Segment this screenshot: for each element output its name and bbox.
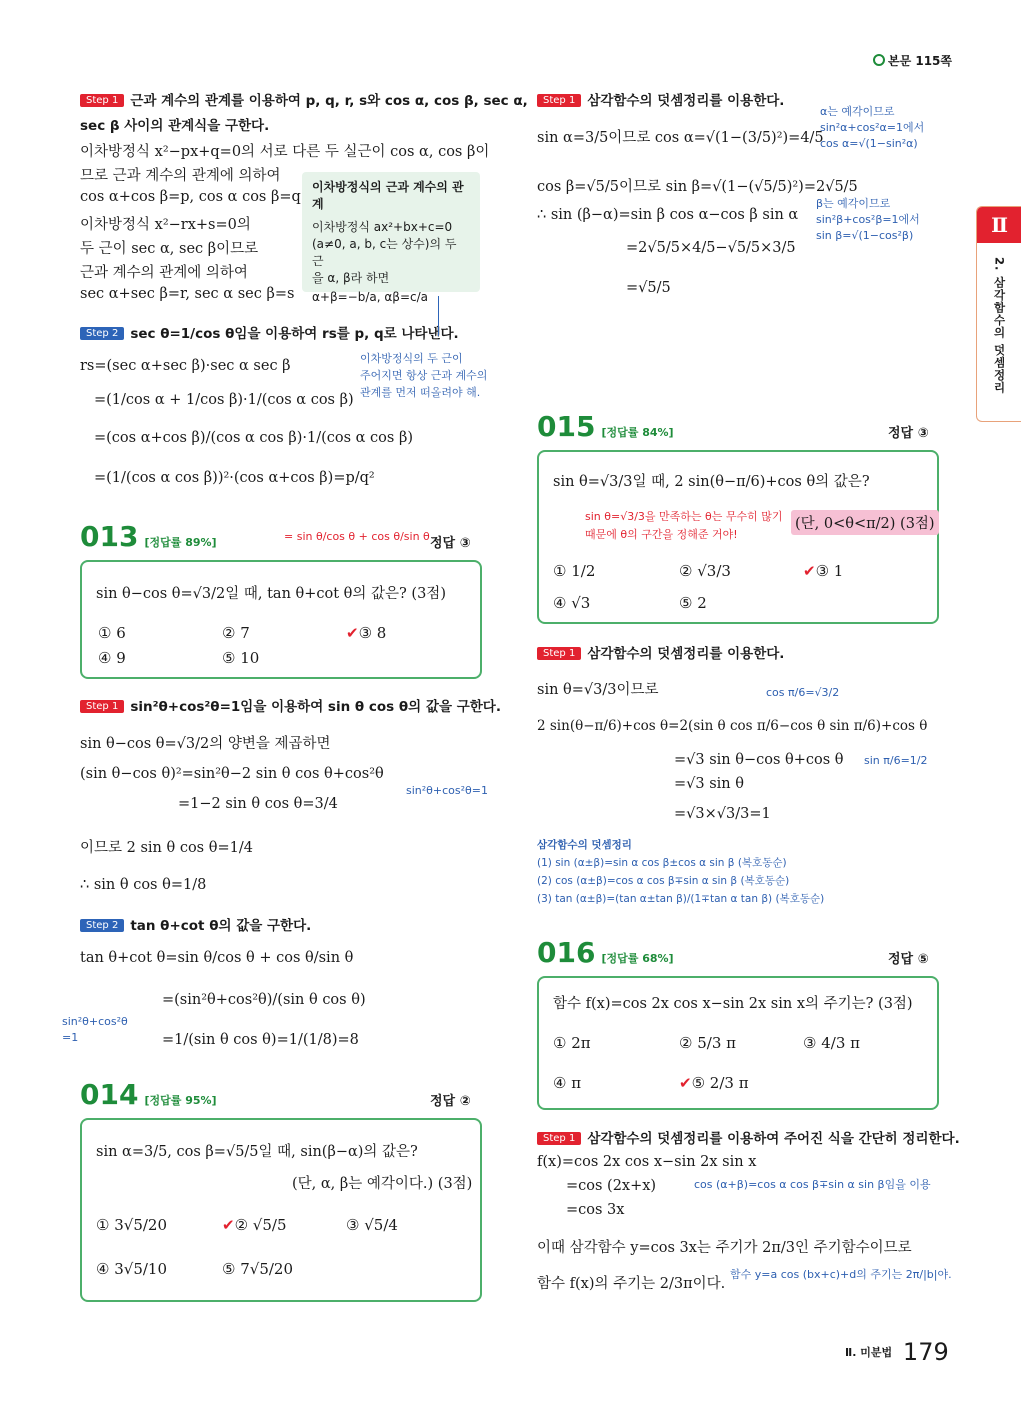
page-ref: 본문 115쪽 <box>873 52 952 69</box>
check-icon: ✔ <box>803 562 816 580</box>
p13-step2-heading: Step 2 tan θ+cot θ의 값을 구한다. <box>80 914 311 934</box>
left-step2-heading: Step 2 sec θ=1/cos θ임을 이용하여 rs를 p, q로 나타낸다. <box>80 322 459 342</box>
problem-016-heading: 016 [정답률 68%] <box>537 936 674 969</box>
p16-step1-heading: Step 1 삼각함수의 덧셈정리를 이용하여 주어진 식을 간단히 정리한다. <box>537 1127 960 1147</box>
chapter-tab <box>976 206 1021 422</box>
right-step1-heading: Step 1 삼각함수의 덧셈정리를 이용한다. <box>537 89 784 109</box>
correct-choice: ✔⑤ 2/3 π <box>679 1074 749 1092</box>
check-icon: ✔ <box>679 1074 692 1092</box>
p13-step1-heading: Step 1 sin²θ+cos²θ=1임을 이용하여 sin θ cos θ의 값을 구한다. <box>80 695 501 715</box>
problem-014-box: sin α=3/5, cos β=√5/5일 때, sin(β−α)의 값은? (단, α, β는 예각이다.) (3점) ① 3√5/20 ✔② √5/5 ③ √5/4 ④ 3√5/10 ⑤ 7√5/20 <box>80 1118 482 1302</box>
problem-016-box: 함수 f(x)=cos 2x cos x−sin 2x sin x의 주기는? (3점) ① 2π ② 5/3 π ③ 4/3 π ④ π ✔⑤ 2/3 π <box>537 976 939 1110</box>
correct-choice: ✔③ 1 <box>803 562 844 580</box>
concept-box: 이차방정식의 근과 계수의 관계 이차방정식 ax²+bx+c=0 (a≠0, a, b, c는 상수)의 두 근 을 α, β라 하면 α+β=−b/a, αβ=c/a <box>302 172 480 292</box>
formula-note: 삼각함수의 덧셈정리 (1) sin (α±β)=sin α cos β±cos α sin β (복호동순) (2) cos (α±β)=cos α cos β∓sin α sin β (복호동순) (3) tan (α±β)=(tan α±tan β)/(1∓tan α tan β) (복호동순) <box>537 839 825 905</box>
side-note: sin²θ+cos²θ =1 <box>62 1015 128 1044</box>
page-number: 179 <box>902 1338 949 1366</box>
problem-014-heading: 014 [정답률 95%] <box>80 1078 217 1111</box>
correct-choice: ✔③ 8 <box>346 624 387 642</box>
correct-choice: ✔② √5/5 <box>222 1216 287 1234</box>
page-footer: $^{Ⅱ. 미분법}$ 179 <box>845 1338 949 1366</box>
tip-note: 이차방정식의 두 근이 주어지면 항상 근과 계수의 관계를 먼저 떠올려야 해. <box>360 352 488 399</box>
check-icon: ✔ <box>346 624 359 642</box>
step-badge: Step 1 <box>80 94 124 107</box>
left-step1-heading: Step 1 근과 계수의 관계를 이용하여 p, q, r, s와 cos α, cos β, sec α, <box>80 89 528 109</box>
chapter-title: 2. 삼각함수의 덧셈정리 <box>992 257 1007 394</box>
circle-icon <box>873 54 885 66</box>
problem-013-box: sin θ−cos θ=√3/2일 때, tan θ+cot θ의 값은? (3점) ① 6 ② 7 ✔③ 8 ④ 9 ⑤ 10 <box>80 560 482 679</box>
problem-015-box: sin θ=√3/3일 때, 2 sin(θ−π/6)+cos θ의 값은? sin θ=√3/3을 만족하는 θ는 무수히 많기 때문에 θ의 구간을 정해준 거야! (단, 0<θ<π/2) (3점) ① 1/2 ② √3/3 ✔③ 1 ④ √3 ⑤ 2 <box>537 450 939 624</box>
problem-015-heading: 015 [정답률 84%] <box>537 410 674 443</box>
arrow-down <box>438 296 439 336</box>
p15-step1-heading: Step 1 삼각함수의 덧셈정리를 이용한다. <box>537 642 784 662</box>
chapter-roman: Ⅱ <box>977 207 1021 243</box>
check-icon: ✔ <box>222 1216 235 1234</box>
problem-013-heading: 013 [정답률 89%] <box>80 520 217 553</box>
